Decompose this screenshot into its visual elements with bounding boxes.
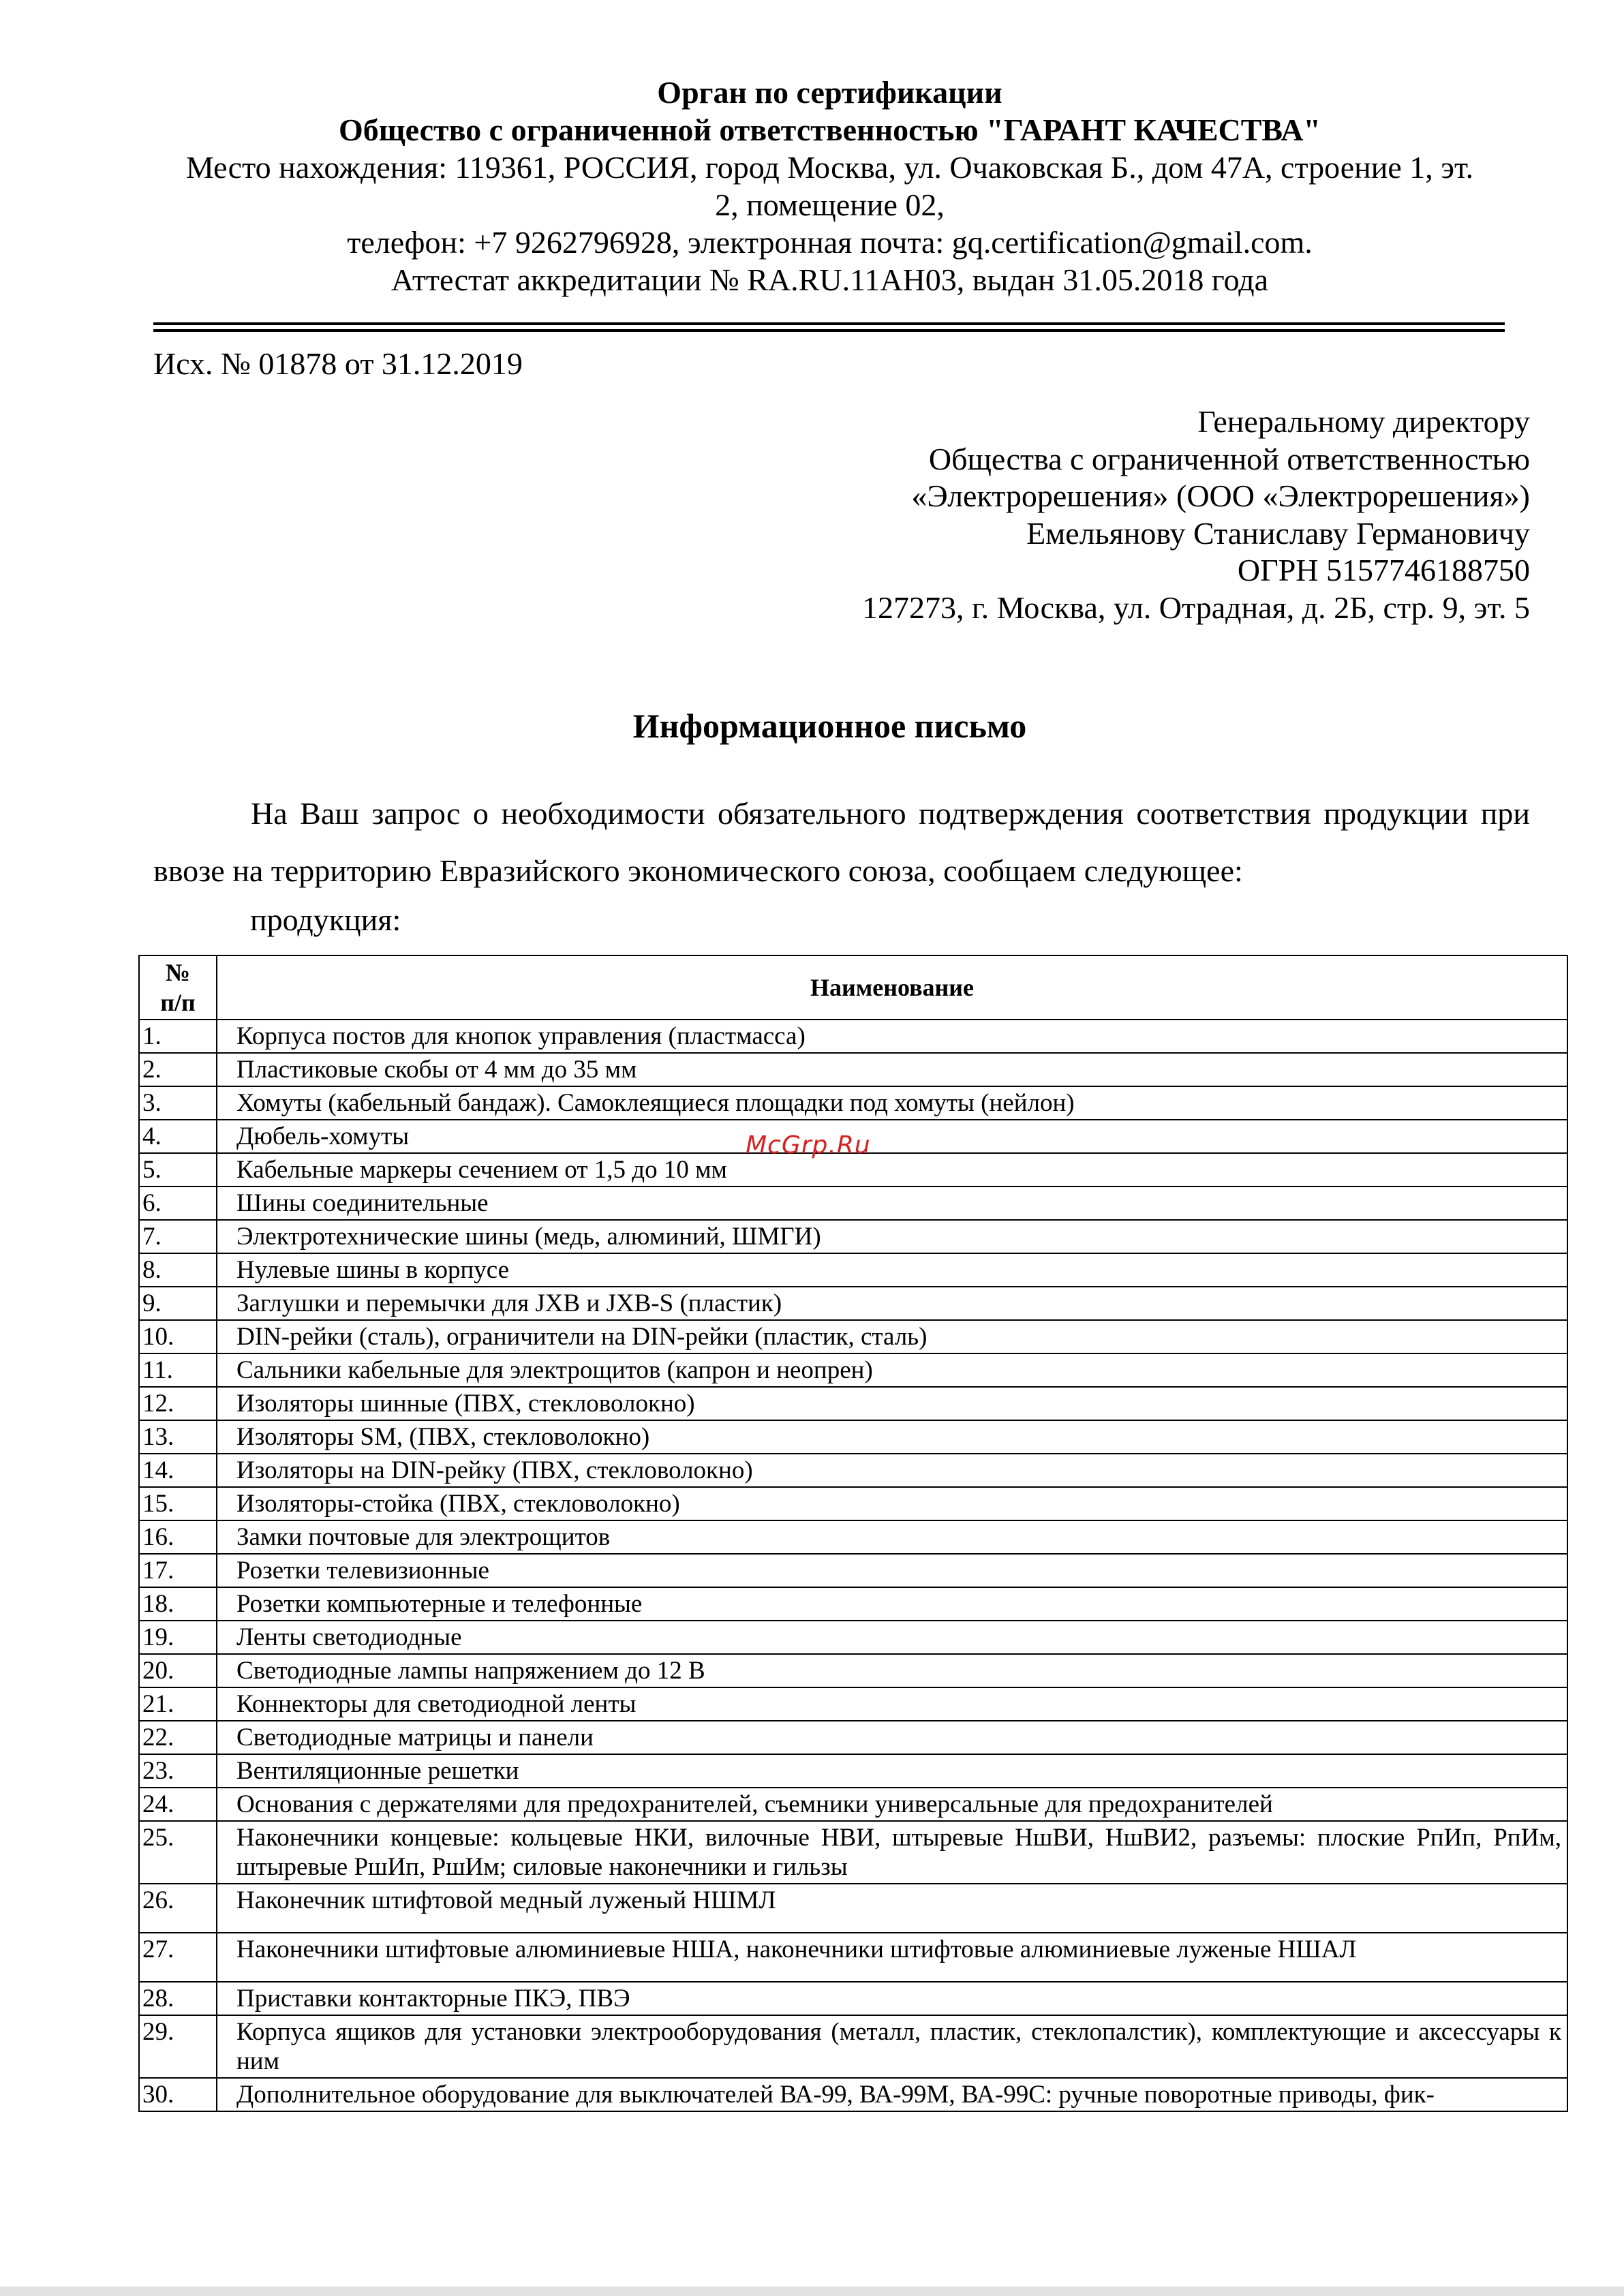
letter-title: Информационное письмо <box>632 707 1027 745</box>
row-product-name: Наконечники концевые: кольцевые НКИ, вилочные НВИ, штыревые НшВИ, НшВИ2, разъемы: плоские РпИп, РпИм, штыревые РшИп, РшИм; силовые наконечники и гильзы <box>217 1821 1567 1884</box>
header-company-name: Общество с ограниченной ответственностью "ГАРАНТ КАЧЕСТВА" <box>339 112 1321 147</box>
table-row <box>139 1933 1567 1982</box>
row-number: 4. <box>139 1120 217 1153</box>
row-product-name: Хомуты (кабельный бандаж). Самоклеящиеся площадки под хомуты (нейлон) <box>217 1086 1567 1120</box>
row-number: 13. <box>139 1420 217 1454</box>
row-number: 29. <box>139 2015 217 2078</box>
row-product-name: Коннекторы для светодиодной ленты <box>217 1687 1567 1721</box>
recipient-position: Генеральному директору <box>1197 404 1530 439</box>
row-product-name: Корпуса ящиков для установки электрооборудования (металл, пластик, стеклопалстик), комплектующие и аксессуары к ним <box>217 2015 1567 2078</box>
row-number: 25. <box>139 1821 217 1884</box>
recipient-company: Общества с ограниченной ответственностью <box>928 441 1530 476</box>
row-product-name: Изоляторы-стойка (ПВХ, стекловолокно) <box>217 1487 1567 1520</box>
row-number: 20. <box>139 1654 217 1687</box>
table-row <box>139 1520 1567 1554</box>
header-num-symbol: № <box>165 959 191 986</box>
table-row <box>139 1788 1567 1821</box>
row-number: 19. <box>139 1621 217 1654</box>
row-number: 21. <box>139 1687 217 1721</box>
table-row <box>139 1587 1567 1621</box>
row-product-name: Розетки телевизионные <box>217 1554 1567 1587</box>
row-product-name: Дополнительное оборудование для выключателей ВА-99, ВА-99М, ВА-99С: ручные поворотные приводы, фик- <box>217 2078 1567 2111</box>
row-product-name: Сальники кабельные для электрощитов (капрон и неопрен) <box>217 1353 1567 1387</box>
table-row <box>139 1053 1567 1086</box>
products-table <box>138 955 1568 2112</box>
row-product-name: Ленты светодиодные <box>217 1621 1567 1654</box>
table-row <box>139 1387 1567 1420</box>
row-product-name: Розетки компьютерные и телефонные <box>217 1587 1567 1621</box>
table-row <box>139 1721 1567 1754</box>
header-name-cell: Наименование <box>217 955 1567 1020</box>
row-product-name: Нулевые шины в корпусе <box>217 1253 1567 1287</box>
products-label: продукция: <box>250 902 401 937</box>
table-row <box>139 1821 1567 1884</box>
row-number: 12. <box>139 1387 217 1420</box>
row-product-name: Изоляторы SM, (ПВХ, стекловолокно) <box>217 1420 1567 1454</box>
row-product-name: Кабельные маркеры сечением от 1,5 до 10 мм <box>217 1153 1567 1187</box>
row-number: 1. <box>139 1020 217 1053</box>
table-row <box>139 1020 1567 1053</box>
header-accreditation: Аттестат аккредитации № RA.RU.11АН03, выдан 31.05.2018 года <box>390 262 1269 297</box>
header-contacts: телефон: +7 9262796928, электронная почта: gq.certification@gmail.com. <box>347 225 1313 260</box>
row-product-name: Изоляторы шинные (ПВХ, стекловолокно) <box>217 1387 1567 1420</box>
table-row <box>139 1220 1567 1253</box>
row-number: 2. <box>139 1053 217 1086</box>
header-num-cell <box>139 955 217 1020</box>
row-product-name: Замки почтовые для электрощитов <box>217 1520 1567 1554</box>
row-product-name: Пластиковые скобы от 4 мм до 35 мм <box>217 1053 1567 1086</box>
recipient-ogrn: ОГРН 5157746188750 <box>1237 553 1530 587</box>
table-row <box>139 1487 1567 1520</box>
intro-paragraph: На Ваш запрос о необходимости обязательного подтверждения соответствия продукции при ввозе на территорию Евразийского экономического союза, сообщаем следующее: <box>153 796 1530 888</box>
table-row <box>139 1687 1567 1721</box>
recipient-company-short: «Электрорешения» (ООО «Электрорешения») <box>911 478 1530 513</box>
row-number: 17. <box>139 1554 217 1587</box>
table-row <box>139 1754 1567 1788</box>
watermark-text: McGrp.Ru <box>746 1131 871 1159</box>
table-row <box>139 1287 1567 1320</box>
row-product-name: Электротехнические шины (медь, алюминий, ШМГИ) <box>217 1220 1567 1253</box>
row-product-name: Светодиодные лампы напряжением до 12 В <box>217 1654 1567 1687</box>
row-number: 23. <box>139 1754 217 1788</box>
table-row <box>139 2015 1567 2078</box>
table-row <box>139 1420 1567 1454</box>
table-row <box>139 1353 1567 1387</box>
table-row <box>139 1654 1567 1687</box>
row-number: 28. <box>139 1982 217 2015</box>
row-number: 15. <box>139 1487 217 1520</box>
row-number: 11. <box>139 1353 217 1387</box>
row-number: 9. <box>139 1287 217 1320</box>
row-product-name: Корпуса постов для кнопок управления (пластмасса) <box>217 1020 1567 1053</box>
row-number: 27. <box>139 1933 217 1982</box>
row-number: 5. <box>139 1153 217 1187</box>
row-product-name: DIN-рейки (сталь), ограничители на DIN-рейки (пластик, сталь) <box>217 1320 1567 1353</box>
row-product-name: Светодиодные матрицы и панели <box>217 1721 1567 1754</box>
recipient-block <box>862 403 1530 626</box>
certification-body-header <box>153 74 1506 299</box>
header-address: Место нахождения: 119361, РОССИЯ, город Москва, ул. Очаковская Б., дом 47А, строение 1, эт. <box>185 150 1474 185</box>
row-product-name: Шины соединительные <box>217 1187 1567 1220</box>
row-product-name: Заглушки и перемычки для JXB и JXB-S (пластик) <box>217 1287 1567 1320</box>
row-product-name: Вентиляционные решетки <box>217 1754 1567 1788</box>
page-bottom-edge <box>0 2286 1624 2296</box>
recipient-address: 127273, г. Москва, ул. Отрадная, д. 2Б, стр. 9, эт. 5 <box>862 590 1530 625</box>
row-product-name: Приставки контакторные ПКЭ, ПВЭ <box>217 1982 1567 2015</box>
table-row <box>139 2078 1567 2111</box>
table-row <box>139 1621 1567 1654</box>
outgoing-reference: Исх. № 01878 от 31.12.2019 <box>153 346 523 381</box>
header-divider-top <box>153 322 1505 325</box>
row-number: 16. <box>139 1520 217 1554</box>
table-row <box>139 1982 1567 2015</box>
row-product-name: Наконечник штифтовой медный луженый НШМЛ <box>217 1884 1567 1933</box>
row-number: 24. <box>139 1788 217 1821</box>
row-product-name: Основания с держателями для предохранителей, съемники универсальные для предохранителей <box>217 1788 1567 1821</box>
header-address-cont: 2, помещение 02, <box>715 187 945 222</box>
row-product-name: Наконечники штифтовые алюминиевые НША, наконечники штифтовые алюминиевые луженые НШАЛ <box>217 1933 1567 1982</box>
table-row <box>139 1253 1567 1287</box>
row-number: 26. <box>139 1884 217 1933</box>
row-number: 7. <box>139 1220 217 1253</box>
table-row <box>139 1086 1567 1120</box>
row-number: 3. <box>139 1086 217 1120</box>
table-header-row <box>139 955 1567 1020</box>
header-divider-bottom <box>153 329 1505 332</box>
table-row <box>139 1454 1567 1487</box>
table-row <box>139 1320 1567 1353</box>
table-row <box>139 1554 1567 1587</box>
row-number: 6. <box>139 1187 217 1220</box>
header-num-abbr: п/п <box>160 989 196 1016</box>
row-number: 22. <box>139 1721 217 1754</box>
row-product-name: Дюбель-хомуты <box>217 1120 1567 1153</box>
row-number: 14. <box>139 1454 217 1487</box>
row-product-name: Изоляторы на DIN-рейку (ПВХ, стекловолокно) <box>217 1454 1567 1487</box>
row-number: 18. <box>139 1587 217 1621</box>
recipient-person: Емельянову Станиславу Германовичу <box>1026 515 1530 551</box>
row-number: 10. <box>139 1320 217 1353</box>
row-number: 30. <box>139 2078 217 2111</box>
header-title: Орган по сертификации <box>657 75 1002 110</box>
table-row <box>139 1187 1567 1220</box>
row-number: 8. <box>139 1253 217 1287</box>
table-row <box>139 1884 1567 1933</box>
